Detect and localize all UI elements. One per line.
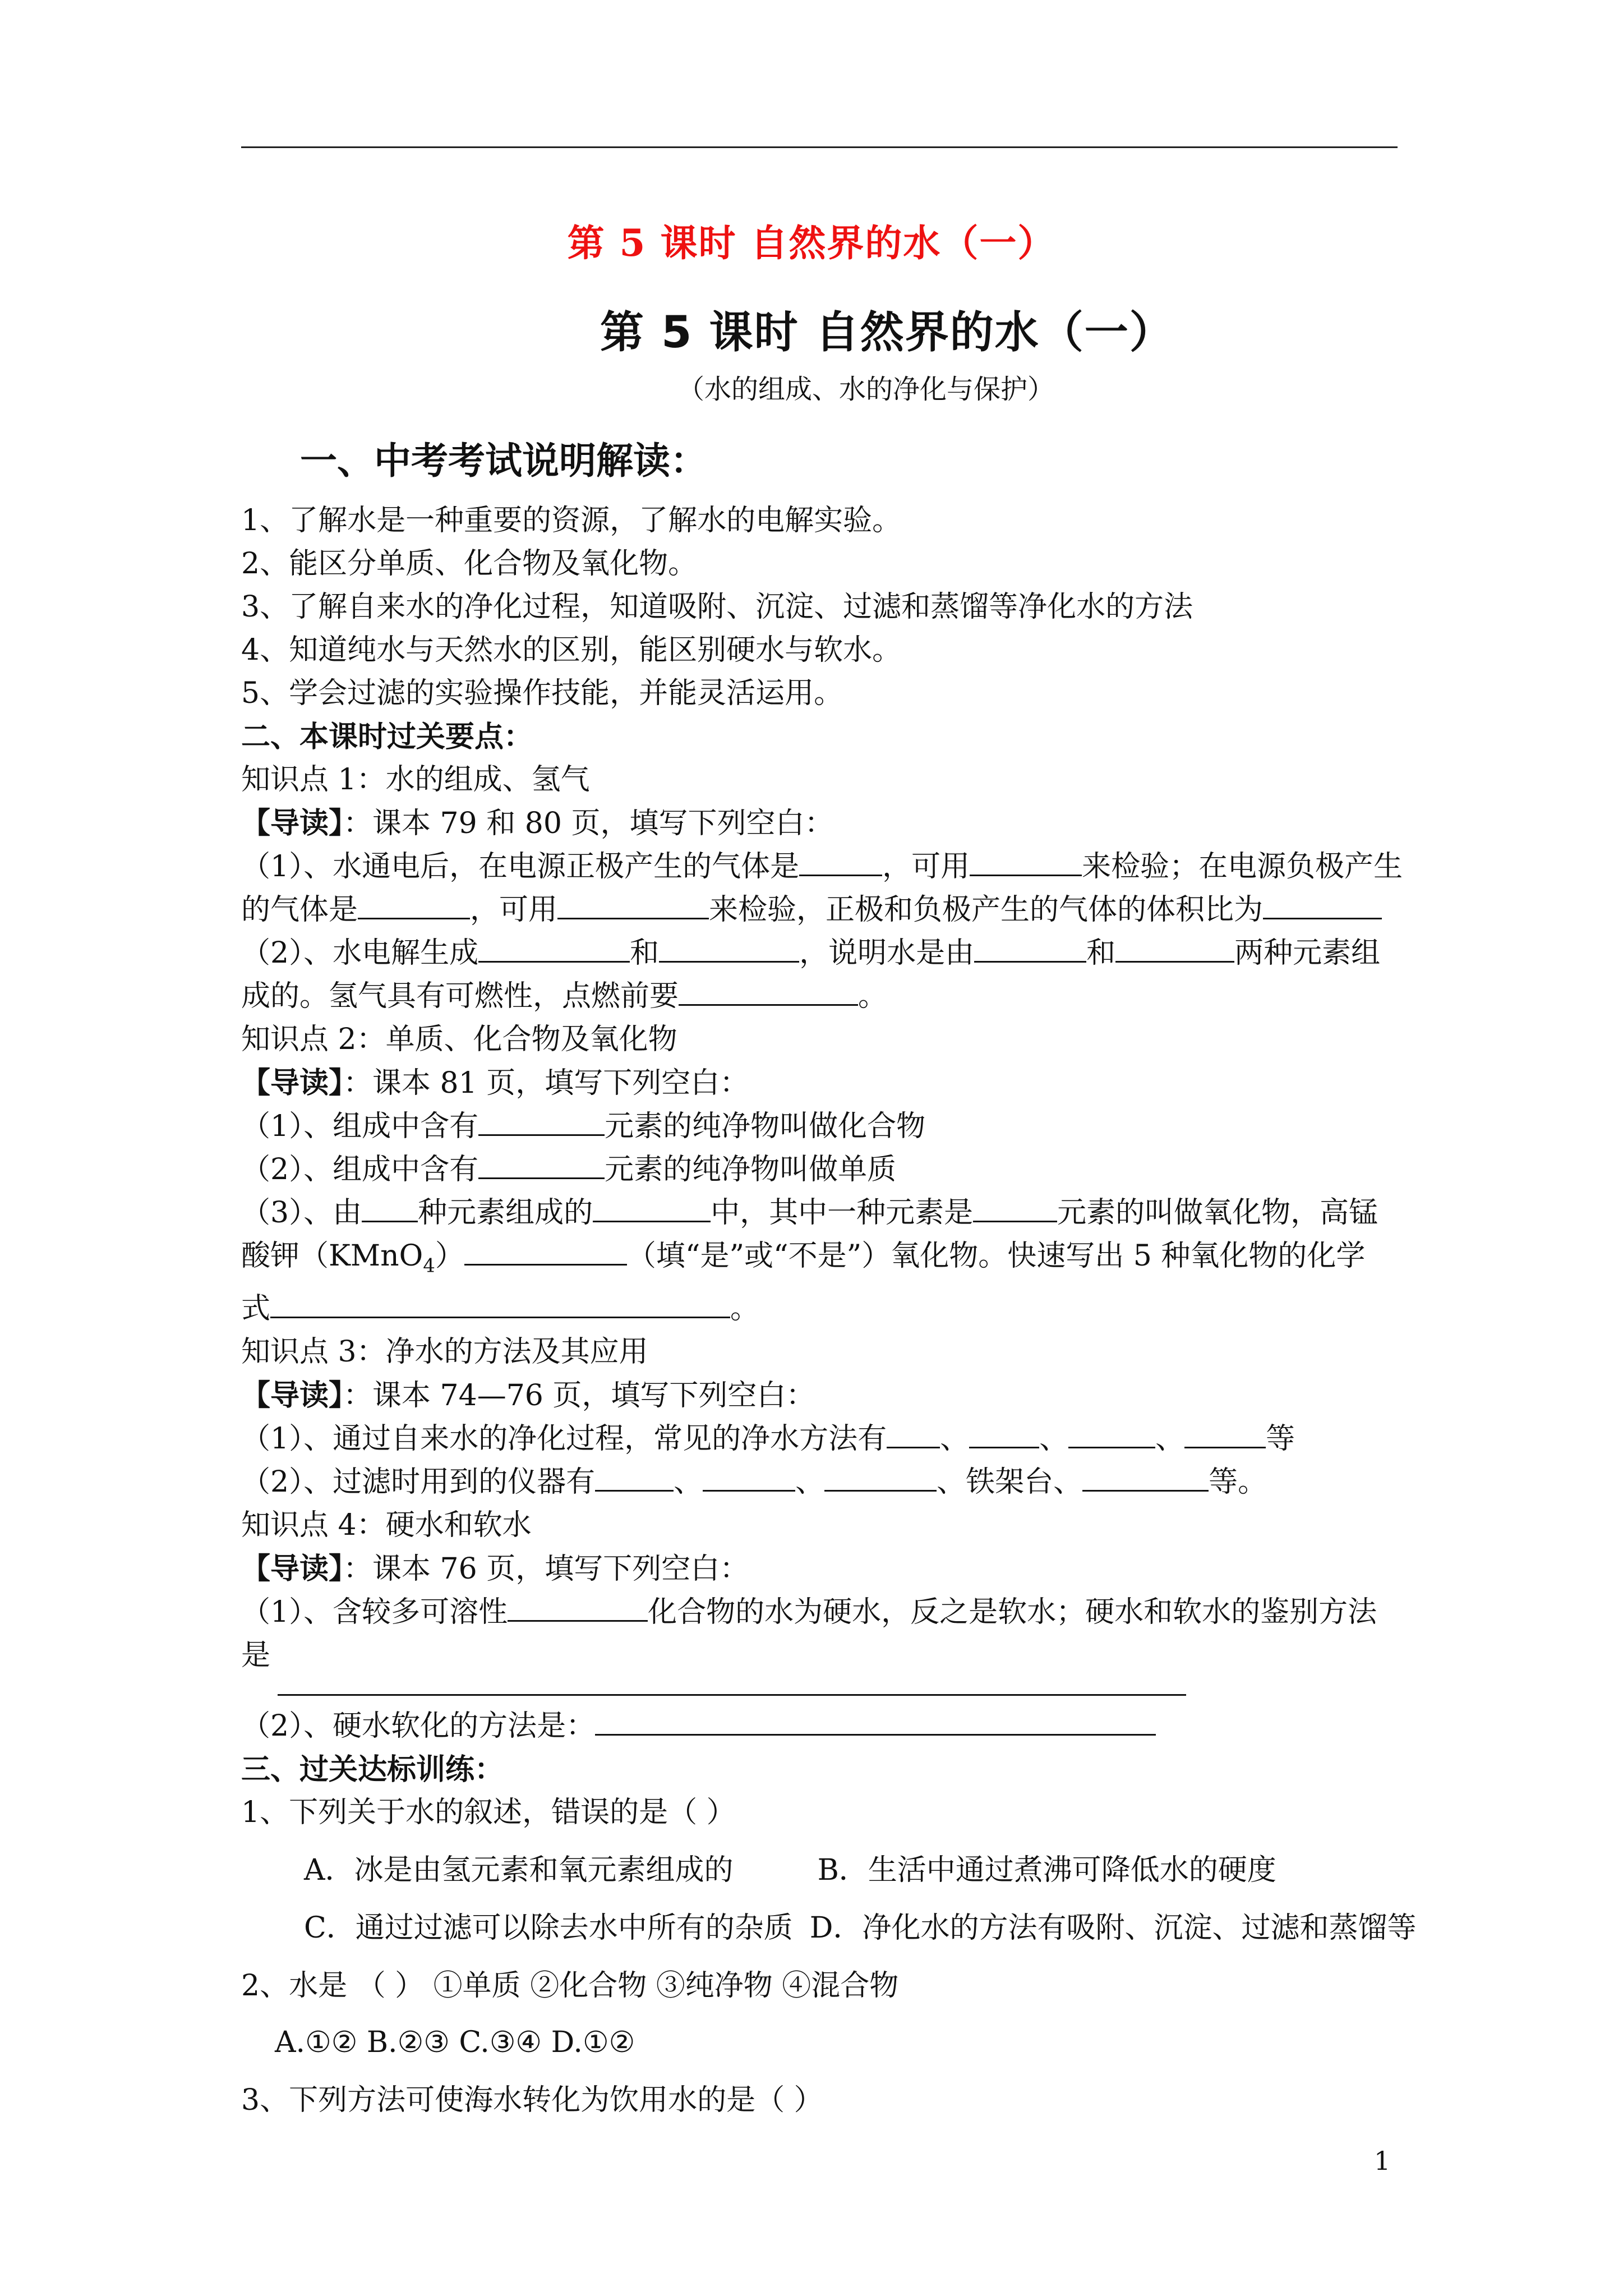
answer-blank[interactable] [478, 1149, 605, 1179]
answer-blank[interactable] [1115, 933, 1234, 963]
kp2-q3-line1: （3）、由 种元素组成的 中，其中一种元素是 元素的叫做氧化物，高锰 [241, 1191, 1408, 1235]
kp2-guide: 【导读】：课本 81 页，填写下列空白： [241, 1066, 749, 1100]
requirement-item: 2、能区分单质、化合物及氧化物。 [241, 547, 698, 581]
requirement-item: 5、学会过滤的实验操作技能，并能灵活运用。 [241, 677, 843, 710]
answer-blank[interactable] [593, 1193, 711, 1222]
kp2-q3-line2: 酸钾（KMnO$_4$） （填“是”或“不是”）氧化物。快速写出 5 种氧化物的化学 [241, 1235, 1408, 1287]
kp2-title: 知识点 2：单质、化合物及氧化物 [241, 1023, 677, 1056]
kp2-q3-line3: 式 。 [241, 1287, 1408, 1331]
main-title: 第 5 课时 自然界的水（一） [600, 307, 1174, 358]
subtitle: （水的组成、水的净化与保护） [677, 374, 1055, 405]
answer-blank[interactable] [1068, 1419, 1155, 1448]
answer-blank[interactable] [969, 1419, 1039, 1448]
kp4-guide: 【导读】：课本 76 页，填写下列空白： [241, 1552, 749, 1586]
kp1-q2-line2: 成的。氢气具有可燃性，点燃前要 。 [241, 975, 1408, 1018]
answer-blank[interactable] [1082, 1462, 1209, 1492]
exercise-q2: 2、水是 （ ） ①单质 ②化合物 ③纯净物 ④混合物 [241, 1969, 899, 2003]
answer-blank[interactable] [1184, 1419, 1266, 1448]
guide-label: 【导读】 [241, 806, 344, 840]
answer-blank[interactable] [557, 890, 709, 919]
kp1-q1-line2: 的气体是 ，可用 来检验，正极和负极产生的气体的体积比为 [241, 889, 1408, 932]
red-title: 第 5 课时 自然界的水（一） [567, 221, 1056, 265]
answer-blank[interactable] [595, 1706, 1156, 1736]
answer-blank[interactable] [595, 1462, 674, 1492]
page-number: 1 [1374, 2146, 1391, 2176]
requirement-item: 3、了解自来水的净化过程，知道吸附、沉淀、过滤和蒸馏等净化水的方法 [241, 590, 1193, 624]
answer-blank[interactable] [970, 846, 1082, 876]
guide-label: 【导读】 [241, 1378, 344, 1413]
kp4-q2: （2）、硬水软化的方法是： [241, 1705, 1408, 1748]
kp2-q2: （2）、组成中含有 元素的纯净物叫做单质 [241, 1148, 1408, 1191]
section-heading-2: 二、本课时过关要点： [241, 720, 533, 754]
answer-blank[interactable] [508, 1592, 648, 1622]
kp2-q1: （1）、组成中含有 元素的纯净物叫做化合物 [241, 1105, 1408, 1148]
exercise-q3: 3、下列方法可使海水转化为饮用水的是（ ） [241, 2083, 823, 2118]
answer-blank[interactable] [1263, 890, 1382, 919]
requirement-item: 4、知道纯水与天然水的区别，能区别硬水与软水。 [241, 633, 902, 667]
answer-blank[interactable] [362, 1193, 418, 1222]
section-heading-3: 三、过关达标训练： [241, 1752, 504, 1787]
kp3-guide: 【导读】：课本 74—76 页，填写下列空白： [241, 1378, 815, 1413]
exercise-q1-options-ab: A．冰是由氢元素和氧元素组成的 B．生活中通过煮沸可降低水的硬度 [304, 1853, 1276, 1888]
answer-blank[interactable] [974, 933, 1086, 963]
exercise-q2-options: A.①② B.②③ C.③④ D.①② [275, 2026, 635, 2060]
kp3-title: 知识点 3：净水的方法及其应用 [241, 1335, 648, 1369]
kp4-q1-line2: 是 [241, 1639, 271, 1673]
answer-blank[interactable] [887, 1419, 940, 1448]
answer-blank[interactable] [973, 1193, 1057, 1222]
answer-blank[interactable] [799, 846, 882, 876]
answer-blank[interactable] [478, 933, 630, 963]
kp3-q1: （1）、通过自来水的净化过程，常见的净水方法有 、 、 、 等 [241, 1418, 1408, 1461]
answer-blank-line[interactable] [278, 1694, 1186, 1696]
answer-blank[interactable] [659, 933, 799, 963]
kp1-guide: 【导读】：课本 79 和 80 页，填写下列空白： [241, 806, 834, 840]
answer-blank[interactable] [478, 1106, 605, 1136]
kp4-title: 知识点 4：硬水和软水 [241, 1508, 532, 1543]
requirement-item: 1、了解水是一种重要的资源，了解水的电解实验。 [241, 504, 902, 537]
kp3-q2: （2）、过滤时用到的仪器有 、 、 、铁架台、 等。 [241, 1461, 1408, 1504]
guide-label: 【导读】 [241, 1066, 344, 1100]
kp1-title: 知识点 1：水的组成、氢气 [241, 763, 590, 797]
document-body [241, 499, 1417, 2122]
kp1-q2-line1: （2）、水电解生成 和 ，说明水是由 和 两种元素组 [241, 932, 1408, 975]
guide-label: 【导读】 [241, 1552, 344, 1586]
exercise-q1-options-cd: C．通过过滤可以除去水中所有的杂质 D．净化水的方法有吸附、沉淀、过滤和蒸馏等 [304, 1911, 1417, 1945]
header-rule [241, 146, 1398, 148]
kp1-q1-line1: （1）、水通电后，在电源正极产生的气体是 ，可用 来检验；在电源负极产生 [241, 845, 1408, 889]
answer-blank[interactable] [824, 1462, 937, 1492]
answer-blank[interactable] [703, 1462, 795, 1492]
kp4-q1-line1: （1）、含较多可溶性 化合物的水为硬水，反之是软水；硬水和软水的鉴别方法 [241, 1591, 1408, 1634]
exercise-q1: 1、下列关于水的叙述，错误的是（ ） [241, 1796, 736, 1830]
answer-blank[interactable] [679, 976, 858, 1006]
answer-blank[interactable] [270, 1289, 730, 1318]
answer-blank[interactable] [358, 890, 470, 919]
answer-blank[interactable] [464, 1236, 627, 1266]
section-heading-1: 一、中考考试说明解读： [300, 439, 707, 482]
